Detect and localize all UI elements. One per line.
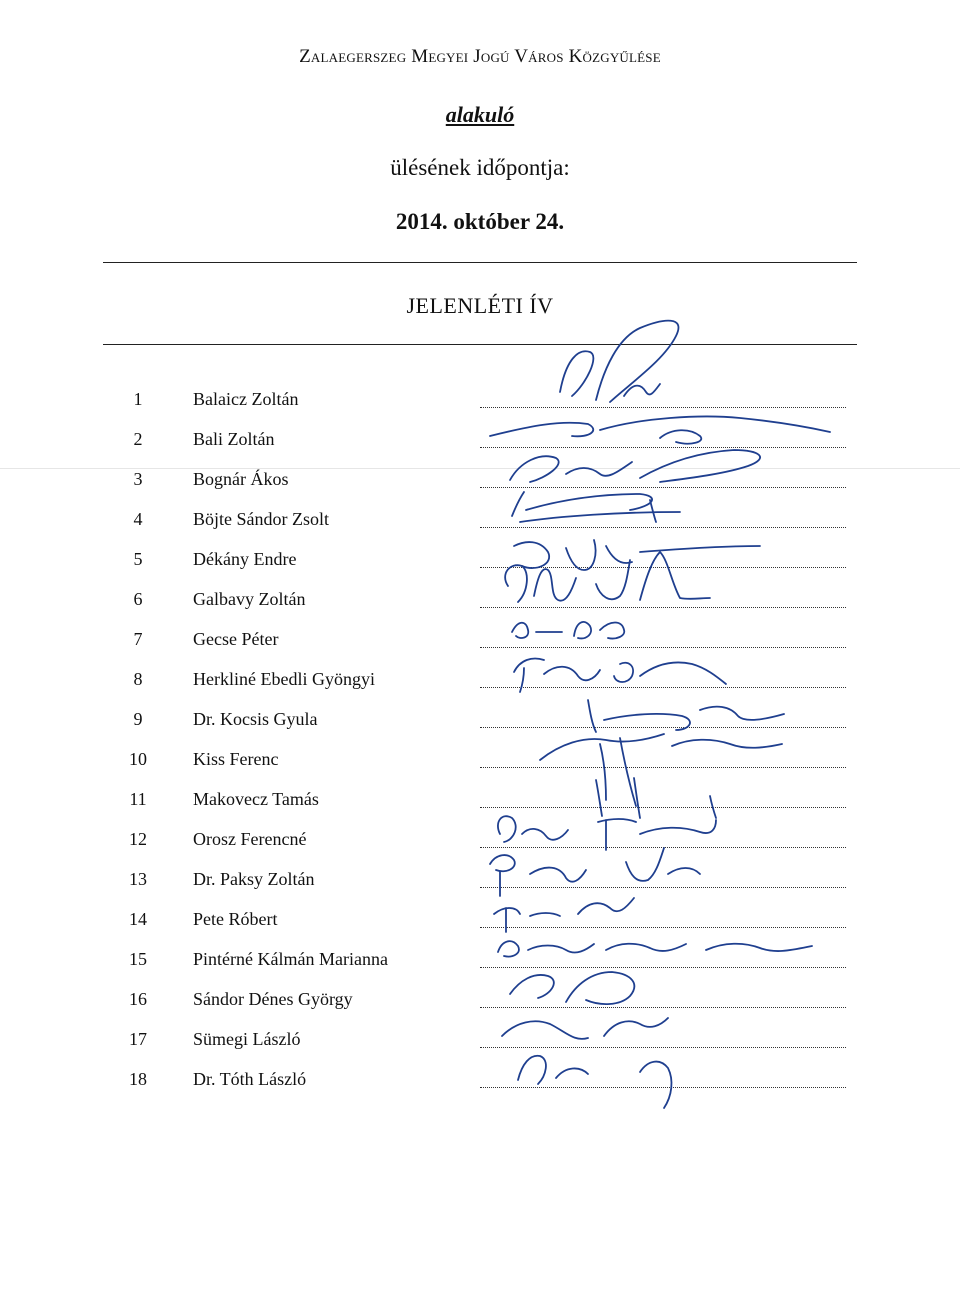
- member-name: Dékány Endre: [193, 549, 297, 569]
- member-row: [0, 943, 960, 983]
- signature-line: [480, 407, 846, 408]
- member-row: [0, 983, 960, 1023]
- signature-line: [480, 1087, 846, 1088]
- member-name: Bali Zoltán: [193, 429, 275, 449]
- member-row: [0, 463, 960, 503]
- member-number: 18: [129, 1069, 147, 1089]
- member-number: 4: [133, 509, 143, 529]
- signature-line: [480, 927, 846, 928]
- member-name: Sümegi László: [193, 1029, 301, 1049]
- member-name: Makovecz Tamás: [193, 789, 319, 809]
- member-row: [0, 703, 960, 743]
- member-row: [0, 743, 960, 783]
- signature-line: [480, 647, 846, 648]
- member-name: Bognár Ákos: [193, 469, 289, 489]
- member-number: 15: [129, 949, 147, 969]
- member-name: Pete Róbert: [193, 909, 278, 929]
- session-type: alakuló: [445, 102, 515, 127]
- member-row: [0, 1063, 960, 1103]
- member-name: Dr. Paksy Zoltán: [193, 869, 315, 889]
- signature-line: [480, 847, 846, 848]
- signature-line: [480, 767, 846, 768]
- signature-line: [480, 1047, 846, 1048]
- member-name: Sándor Dénes György: [193, 989, 353, 1009]
- signature-line: [480, 727, 846, 728]
- member-row: [0, 623, 960, 663]
- member-number: 17: [129, 1029, 147, 1049]
- member-row: [0, 423, 960, 463]
- member-row: [0, 823, 960, 863]
- member-number: 9: [133, 709, 143, 729]
- member-name: Pintérné Kálmán Marianna: [193, 949, 388, 969]
- session-date: 2014. október 24.: [395, 209, 565, 234]
- member-name: Galbavy Zoltán: [193, 589, 306, 609]
- sheet-title: JELENLÉTI ÍV: [406, 293, 554, 318]
- member-number: 5: [133, 549, 143, 569]
- signature-line: [480, 527, 846, 528]
- member-row: [0, 543, 960, 583]
- member-name: Kiss Ferenc: [193, 749, 279, 769]
- signature-line: [480, 687, 846, 688]
- member-row: [0, 663, 960, 703]
- member-name: Gecse Péter: [193, 629, 279, 649]
- member-row: [0, 503, 960, 543]
- member-row: [0, 863, 960, 903]
- council-name: Zalaegerszeg Megyei Jogú Város Közgyűlése: [299, 46, 661, 67]
- divider-bottom: [103, 344, 857, 345]
- signature-line: [480, 887, 846, 888]
- signature-line: [480, 487, 846, 488]
- member-row: [0, 783, 960, 823]
- member-number: 10: [129, 749, 147, 769]
- session-label: ülésének időpontja:: [390, 155, 570, 180]
- member-number: 12: [129, 829, 147, 849]
- signature-line: [480, 1007, 846, 1008]
- member-row: [0, 903, 960, 943]
- signature-line: [480, 807, 846, 808]
- member-name: Orosz Ferencné: [193, 829, 307, 849]
- member-number: 13: [129, 869, 147, 889]
- signature-line: [480, 447, 846, 448]
- signature-line: [480, 967, 846, 968]
- member-name: Dr. Tóth László: [193, 1069, 307, 1089]
- member-name: Balaicz Zoltán: [193, 389, 299, 409]
- member-row: [0, 383, 960, 423]
- member-name: Herkliné Ebedli Gyöngyi: [193, 669, 375, 689]
- member-number: 7: [133, 629, 143, 649]
- member-number: 1: [133, 389, 143, 409]
- signature-line: [480, 567, 846, 568]
- member-row: [0, 1023, 960, 1063]
- member-number: 14: [129, 909, 147, 929]
- member-name: Dr. Kocsis Gyula: [193, 709, 318, 729]
- signature-line: [480, 607, 846, 608]
- member-name: Böjte Sándor Zsolt: [193, 509, 329, 529]
- member-number: 6: [133, 589, 143, 609]
- member-number: 16: [129, 989, 147, 1009]
- divider-top: [103, 262, 857, 263]
- member-number: 8: [133, 669, 143, 689]
- member-number: 11: [129, 789, 147, 809]
- member-row: [0, 583, 960, 623]
- member-number: 3: [133, 469, 143, 489]
- member-number: 2: [133, 429, 143, 449]
